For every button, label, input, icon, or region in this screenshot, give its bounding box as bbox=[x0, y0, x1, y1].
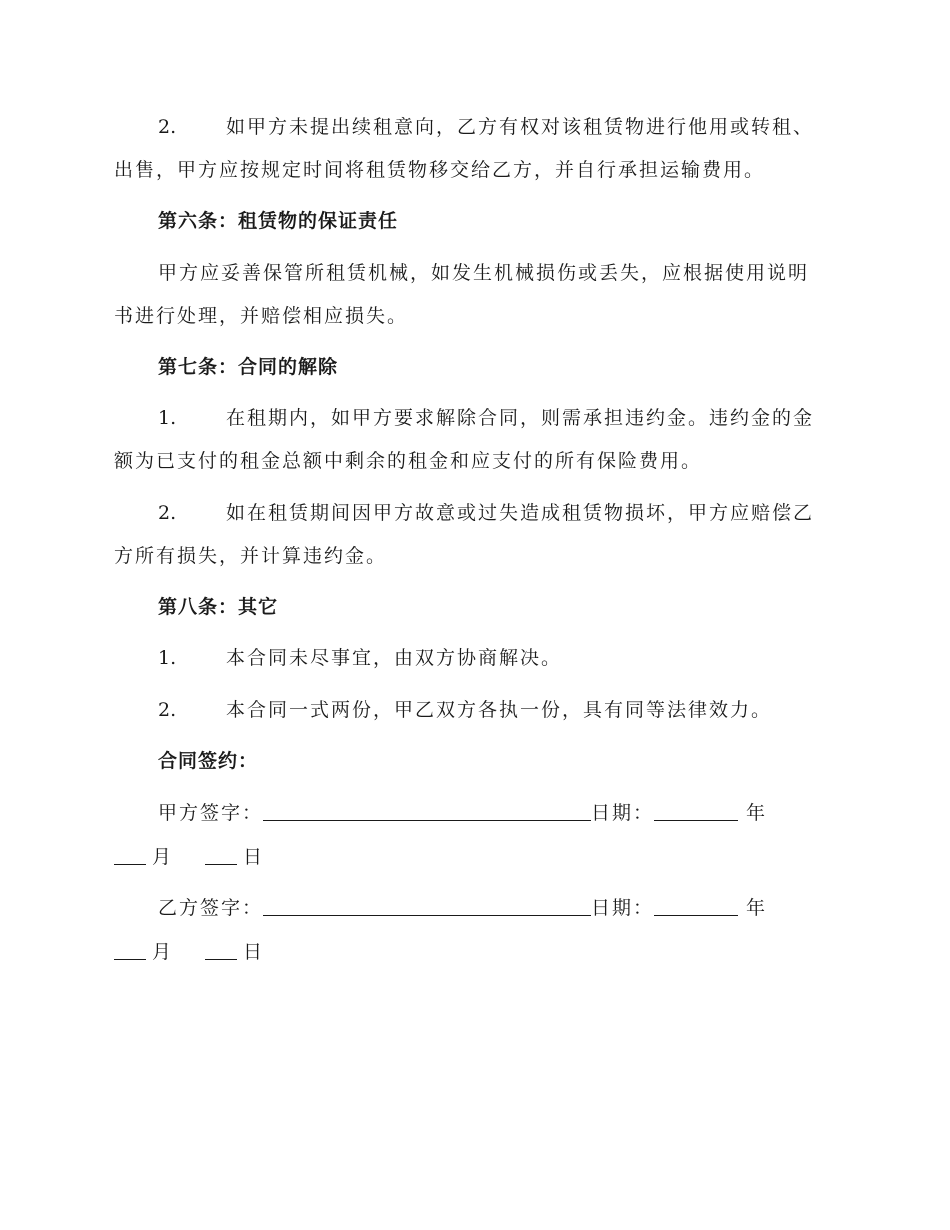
article5-item2-line1 bbox=[158, 115, 814, 139]
article6-heading: 第六条：租赁物的保证责任 bbox=[158, 210, 399, 232]
party-a-signature-field[interactable] bbox=[263, 800, 591, 821]
article5-item2-line2: 出售，甲方应按规定时间将租赁物移交给乙方，并自行承担运输费用。 bbox=[114, 159, 766, 181]
article7-item1-line2: 额为已支付的租金总额中剩余的租金和应支付的所有保险费用。 bbox=[114, 450, 703, 472]
party-b-label: 乙方签字： bbox=[158, 897, 264, 919]
month-label: 月 bbox=[152, 846, 174, 868]
party-b-signature-field[interactable] bbox=[263, 895, 591, 916]
item-text: 本合同一式两份，甲乙双方各执一份，具有同等法律效力。 bbox=[226, 699, 773, 721]
party-a-year-field[interactable] bbox=[654, 800, 738, 821]
party-b-day-field[interactable] bbox=[205, 939, 237, 960]
year-label: 年 bbox=[746, 897, 768, 919]
party-a-label: 甲方签字： bbox=[158, 802, 264, 824]
article7-item2-line2: 方所有损失，并计算违约金。 bbox=[114, 545, 388, 567]
party-b-month-field[interactable] bbox=[114, 939, 146, 960]
item-number: 1. bbox=[158, 647, 177, 669]
item-text: 如甲方未提出续租意向，乙方有权对该租赁物进行他用或转租、 bbox=[226, 116, 815, 138]
party-a-date-row bbox=[114, 844, 264, 869]
item-number: 2. bbox=[158, 699, 177, 721]
item-text: 在租期内，如甲方要求解除合同，则需承担违约金。违约金的金 bbox=[226, 407, 815, 429]
party-b-signature-row bbox=[158, 895, 767, 920]
article6-line2: 书进行处理，并赔偿相应损失。 bbox=[114, 305, 409, 327]
item-text: 如在租赁期间因甲方故意或过失造成租赁物损坏，甲方应赔偿乙 bbox=[226, 502, 815, 524]
article8-item1 bbox=[158, 646, 562, 670]
item-number: 1. bbox=[158, 407, 177, 429]
party-a-signature-row bbox=[158, 800, 767, 825]
date-label: 日期： bbox=[591, 897, 655, 919]
party-a-day-field[interactable] bbox=[205, 844, 237, 865]
article7-heading: 第七条：合同的解除 bbox=[158, 356, 339, 378]
party-b-year-field[interactable] bbox=[654, 895, 738, 916]
signing-heading: 合同签约： bbox=[158, 750, 259, 772]
article8-heading: 第八条：其它 bbox=[158, 596, 279, 618]
item-number: 2. bbox=[158, 116, 177, 138]
item-number: 2. bbox=[158, 502, 177, 524]
article7-item2-line1 bbox=[158, 501, 814, 525]
party-a-month-field[interactable] bbox=[114, 844, 146, 865]
year-label: 年 bbox=[746, 802, 768, 824]
date-label: 日期： bbox=[591, 802, 655, 824]
day-label: 日 bbox=[243, 846, 265, 868]
article7-item1-line1 bbox=[158, 406, 814, 430]
day-label: 日 bbox=[243, 941, 265, 963]
party-b-date-row bbox=[114, 939, 264, 964]
article8-item2 bbox=[158, 698, 772, 722]
article6-line1: 甲方应妥善保管所租赁机械，如发生机械损伤或丢失，应根据使用说明 bbox=[158, 262, 810, 284]
item-text: 本合同未尽事宜，由双方协商解决。 bbox=[226, 647, 563, 669]
month-label: 月 bbox=[152, 941, 174, 963]
